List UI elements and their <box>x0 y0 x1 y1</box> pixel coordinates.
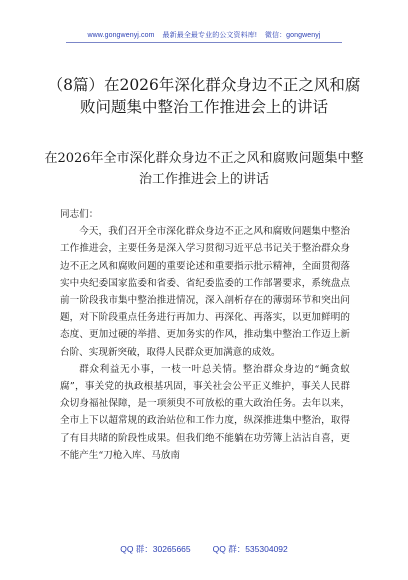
header-divider <box>66 42 342 43</box>
speech-title-line: 治工作推进会上的讲话 <box>138 172 269 187</box>
document-body <box>60 206 350 464</box>
footer-qq-group-2: QQ 群：535304092 <box>212 544 288 554</box>
speech-title-line: 在2026年全市深化群众身边不正之风和腐败问题集中整 <box>44 151 364 166</box>
salutation: 同志们： <box>60 209 99 220</box>
body-paragraph: 今天，我们召开全市深化群众身边不正之风和腐败问题集中整治工作推进会，主要任务是深入学习贯彻习近平总书记关于整治群众身边不正之风和腐败问题的重要论述和重要指示批示精神，全面贯彻落实中央纪委国家监委和省委、省纪委监委的工作部署要求，系统盘点前一阶段我市集中整治推进情况，深入剖析存在的薄弱环节和突出问题，对下阶段重点任务进行再加力、再深化、再落实，以更加鲜明的态度、更加过硬的举措、更加务实的作风，推动集中整治工作迈上新台阶、实现新突破，取得人民群众更加满意的成效。 <box>60 226 350 358</box>
main-title-line: 败问题集中整治工作推进会上的讲话 <box>79 98 328 116</box>
header-wechat: 微信：gongwenyj <box>264 32 321 39</box>
body-paragraph: 群众利益无小事，一枝一叶总关情。整治群众身边的“蝇贪蚁腐”，事关党的执政根基巩固，事关社会公平正义维护，事关人民群众切身福祉保障，是一项须臾不可放松的重大政治任务。去年以来，全市上下以超常规的政治站位和工作力度，纵深推进集中整治，取得了有目共睹的阶段性成果。但我们绝不能躺在功劳簿上沾沾自喜，更不能产生“刀枪入库、马放南 <box>60 363 350 461</box>
header-slogan: 最新最全最专业的公文资料库! <box>162 32 257 39</box>
page-footer <box>0 543 408 555</box>
main-title <box>40 74 368 118</box>
speech-title <box>44 148 364 190</box>
header-site-link[interactable]: www.gongwenyj.com <box>87 32 155 39</box>
footer-qq-group-1: QQ 群：30265665 <box>120 544 191 554</box>
main-title-line: （8篇）在2026年深化群众身边不正之风和腐 <box>47 76 361 94</box>
page-header <box>0 30 408 40</box>
